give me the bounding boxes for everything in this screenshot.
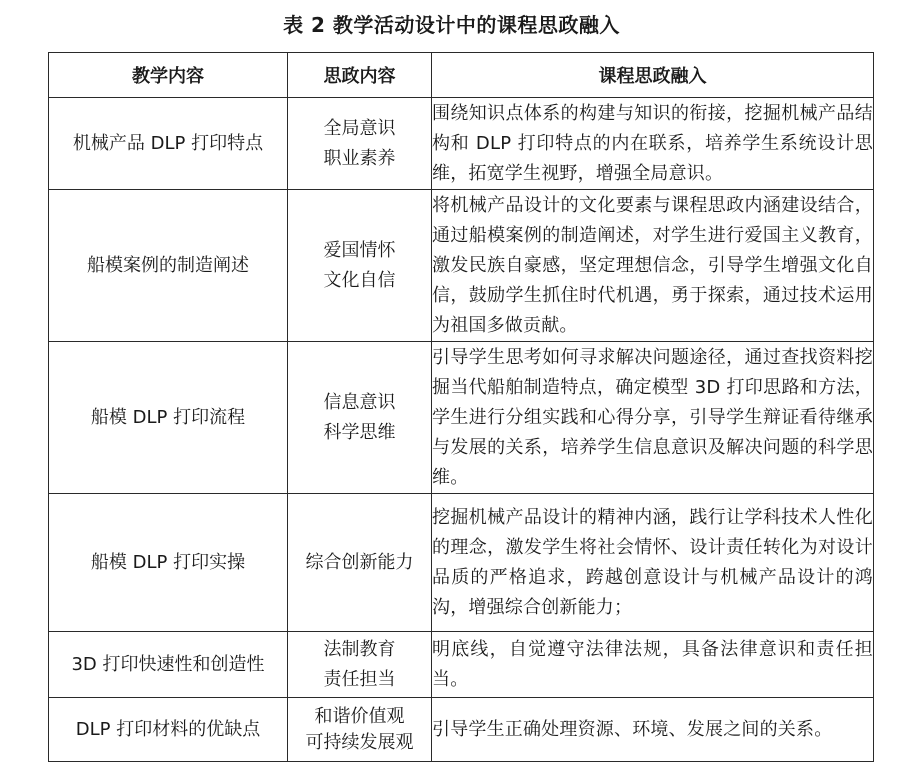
fusion-cell: 挖掘机械产品设计的精神内涵，践行让学科技术人性化的理念，激发学生将社会情怀、设计责任转化为对设计品质的严格追求，跨越创意设计与机械产品设计的鸿沟，增强综合创新能力； xyxy=(432,494,874,632)
ideology-content-cell xyxy=(288,698,432,762)
ideology-item: 文化自信 xyxy=(323,269,396,291)
ideology-item: 综合创新能力 xyxy=(305,551,414,573)
ideology-item: 可持续发展观 xyxy=(305,731,414,753)
fusion-cell: 明底线，自觉遵守法律法规，具备法律意识和责任担当。 xyxy=(432,632,874,698)
fusion-cell: 引导学生正确处理资源、环境、发展之间的关系。 xyxy=(432,698,874,762)
ideology-item: 法制教育 xyxy=(323,638,396,660)
ideology-item: 职业素养 xyxy=(323,147,396,169)
header-course-ideology-fusion: 课程思政融入 xyxy=(432,53,874,98)
ideology-content-cell xyxy=(288,98,432,190)
teaching-content-cell: 船模 DLP 打印流程 xyxy=(49,342,288,494)
teaching-content-cell: 机械产品 DLP 打印特点 xyxy=(49,98,288,190)
teaching-content-cell: 船模案例的制造阐述 xyxy=(49,190,288,342)
table-row xyxy=(49,632,874,698)
table-row xyxy=(49,342,874,494)
fusion-cell: 将机械产品设计的文化要素与课程思政内涵建设结合，通过船模案例的制造阐述，对学生进行爱国主义教育，激发民族自豪感，坚定理想信念，引导学生增强文化自信，鼓励学生抓住时代机遇，勇于探索，通过技术运用为祖国多做贡献。 xyxy=(432,190,874,342)
ideology-content-cell xyxy=(288,190,432,342)
table-row xyxy=(49,494,874,632)
fusion-cell: 围绕知识点体系的构建与知识的衔接，挖掘机械产品结构和 DLP 打印特点的内在联系，培养学生系统设计思维，拓宽学生视野，增强全局意识。 xyxy=(432,98,874,190)
table-header-row xyxy=(49,53,874,98)
ideology-content-cell xyxy=(288,342,432,494)
header-ideology-content: 思政内容 xyxy=(288,53,432,98)
ideology-item: 爱国情怀 xyxy=(323,239,396,261)
table-row xyxy=(49,190,874,342)
fusion-cell: 引导学生思考如何寻求解决问题途径，通过查找资料挖掘当代船舶制造特点，确定模型 3D 打印思路和方法，学生进行分组实践和心得分享，引导学生辩证看待继承与发展的关系，培养学生信息意识及解决问题的科学思维。 xyxy=(432,342,874,494)
header-teaching-content: 教学内容 xyxy=(49,53,288,98)
ideology-item: 信息意识 xyxy=(323,391,396,413)
ideology-content-cell xyxy=(288,494,432,632)
table-row xyxy=(49,698,874,762)
ideology-content-cell xyxy=(288,632,432,698)
table-row xyxy=(49,98,874,190)
teaching-content-cell: 3D 打印快速性和创造性 xyxy=(49,632,288,698)
teaching-content-cell: DLP 打印材料的优缺点 xyxy=(49,698,288,762)
ideology-item: 和谐价值观 xyxy=(314,705,405,727)
ideology-item: 责任担当 xyxy=(323,668,396,690)
ideology-table xyxy=(48,52,874,762)
teaching-content-cell: 船模 DLP 打印实操 xyxy=(49,494,288,632)
table-caption: 表 2 教学活动设计中的课程思政融入 xyxy=(283,13,620,37)
ideology-item: 全局意识 xyxy=(323,117,396,139)
ideology-item: 科学思维 xyxy=(323,421,396,443)
